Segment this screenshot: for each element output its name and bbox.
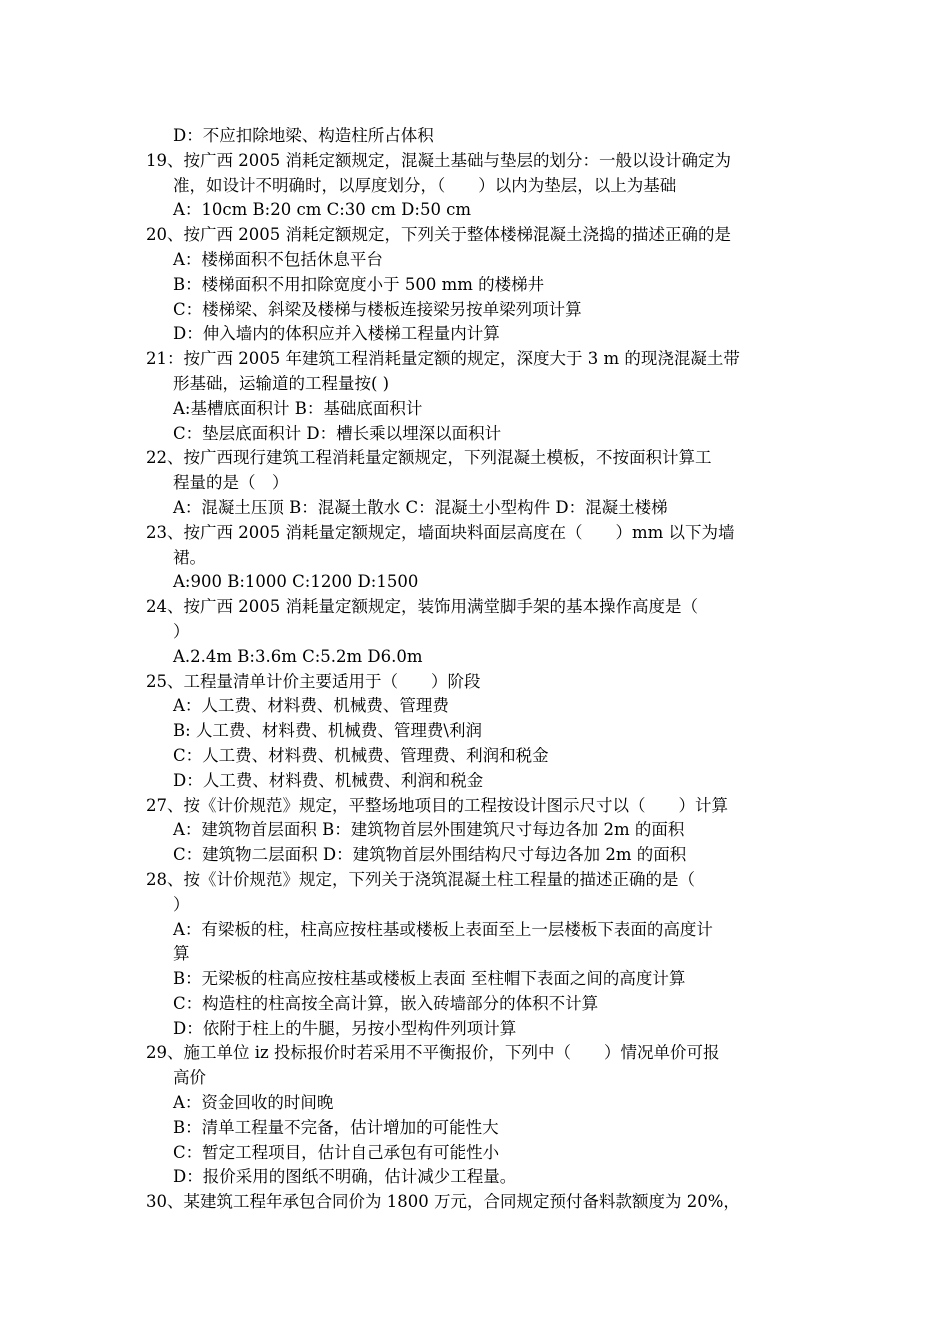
- option-line: C：人工费、材料费、机械费、管理费、利润和税金: [173, 745, 549, 765]
- question-line: 21：按广西 2005 年建筑工程消耗量定额的规定，深度大于 3 m 的现浇混凝土带: [146, 349, 740, 369]
- option-line: D：不应扣除地梁、构造柱所占体积: [173, 126, 434, 145]
- option-line: A:基槽底面积计 B：基础底面积计: [173, 398, 423, 418]
- option-line: A：资金回收的时间晚: [173, 1093, 334, 1113]
- option-line: D：人工费、材料费、机械费、利润和税金: [173, 770, 484, 790]
- question-line: 27、按《计价规范》规定，平整场地项目的工程按设计图示尺寸以（ ）计算: [146, 795, 728, 815]
- option-line: 准，如设计不明确时，以厚度划分，（ ）以内为垫层，以上为基础: [173, 175, 677, 195]
- option-line: A：混凝土压顶 B：混凝土散水 C：混凝土小型构件 D：混凝土楼梯: [173, 497, 668, 517]
- question-line: 22、按广西现行建筑工程消耗量定额规定，下列混凝土模板，不按面积计算工: [146, 448, 712, 468]
- option-line: C：暂定工程项目，估计自己承包有可能性小: [173, 1142, 500, 1162]
- option-line: B: 人工费、材料费、机械费、管理费\利润: [173, 721, 482, 741]
- option-line: D：报价采用的图纸不明确，估计减少工程量。: [173, 1167, 517, 1187]
- option-line: 形基础，运输道的工程量按( ): [173, 373, 390, 393]
- option-line: C：楼梯梁、斜梁及楼梯与楼板连接梁另按单梁列项计算: [173, 299, 582, 319]
- option-line: A：楼梯面积不包括休息平台: [173, 249, 383, 269]
- option-line: A：建筑物首层面积 B：建筑物首层外围建筑尺寸每边各加 2m 的面积: [173, 820, 685, 840]
- option-line: 高价: [173, 1068, 206, 1088]
- option-line: 裙。: [173, 547, 206, 567]
- option-line: D：伸入墙内的体积应并入楼梯工程量内计算: [173, 324, 500, 344]
- option-line: C：垫层底面积计 D：槽长乘以埋深以面积计: [173, 423, 502, 443]
- question-line: 29、施工单位 iz 投标报价时若采用不平衡报价，下列中（ ）情况单价可报: [146, 1043, 720, 1063]
- question-line: 20、按广西 2005 消耗定额规定，下列关于整体楼梯混凝土浇捣的描述正确的是: [146, 225, 731, 245]
- option-line: C：构造柱的柱高按全高计算，嵌入砖墙部分的体积不计算: [173, 993, 599, 1013]
- option-line: ）: [173, 894, 190, 914]
- question-line: 23、按广西 2005 消耗量定额规定，墙面块料面层高度在（ ）mm 以下为墙: [146, 522, 735, 542]
- option-line: A：人工费、材料费、机械费、管理费: [173, 696, 449, 716]
- option-line: C：建筑物二层面积 D：建筑物首层外围结构尺寸每边各加 2m 的面积: [173, 845, 687, 865]
- option-line: B：无梁板的柱高应按柱基或楼板上表面 至柱帽下表面之间的高度计算: [173, 969, 686, 989]
- option-line: 算: [173, 944, 190, 964]
- option-line: ）: [173, 621, 190, 641]
- option-line: 程量的是（ ）: [173, 473, 289, 493]
- option-line: A：有梁板的柱，柱高应按柱基或楼板上表面至上一层楼板下表面的高度计: [173, 919, 713, 939]
- question-list: [146, 124, 810, 1215]
- option-line: A.2.4m B:3.6m C:5.2m D6.0m: [173, 646, 423, 666]
- question-line: 30、某建筑工程年承包合同价为 1800 万元，合同规定预付备料款额度为 20%，: [146, 1192, 740, 1212]
- question-line: 19、按广西 2005 消耗定额规定，混凝土基础与垫层的划分：一般以设计确定为: [146, 150, 731, 170]
- question-line: 28、按《计价规范》规定，下列关于浇筑混凝土柱工程量的描述正确的是（: [146, 869, 695, 889]
- option-line: B：清单工程量不完备，估计增加的可能性大: [173, 1117, 499, 1137]
- option-line: A:900 B:1000 C:1200 D:1500: [173, 572, 419, 592]
- question-line: 24、按广西 2005 消耗量定额规定，装饰用满堂脚手架的基本操作高度是（: [146, 597, 698, 617]
- question-line: 25、工程量清单计价主要适用于（ ）阶段: [146, 671, 481, 691]
- option-line: D：依附于柱上的牛腿，另按小型构件列项计算: [173, 1018, 517, 1038]
- option-line: B：楼梯面积不用扣除宽度小于 500 mm 的楼梯井: [173, 274, 545, 294]
- option-line: A：10cm B:20 cm C:30 cm D:50 cm: [173, 200, 472, 220]
